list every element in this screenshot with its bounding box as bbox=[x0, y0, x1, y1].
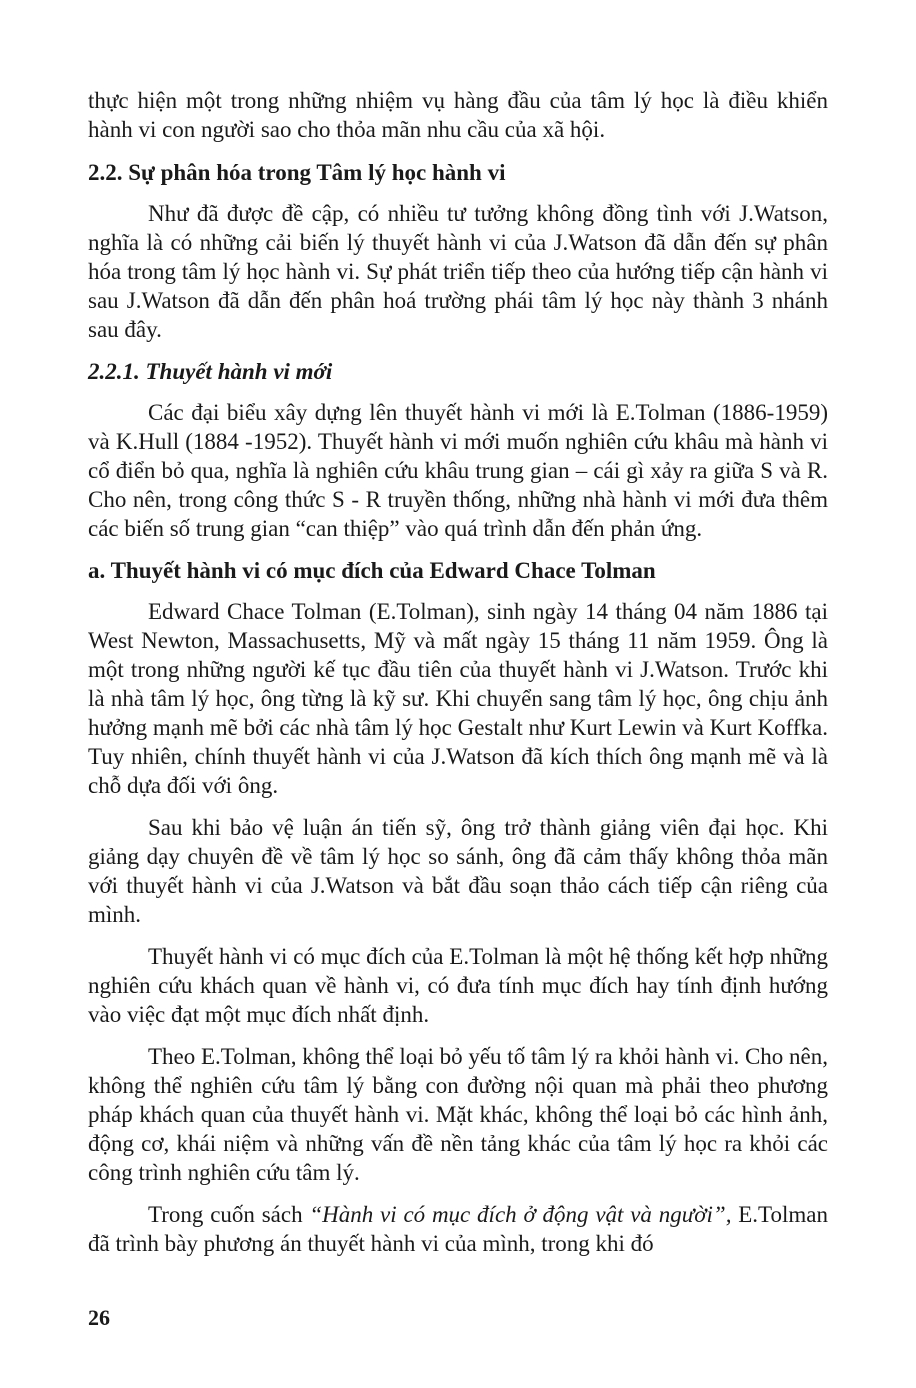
page-body bbox=[88, 86, 828, 1258]
paragraph-a-4: Theo E.Tolman, không thể loại bỏ yếu tố tâm lý ra khỏi hành vi. Cho nên, không thể nghiên cứu tâm lý bằng con đường nội quan mà phải theo phương pháp khách quan của thuyết hành vi. Mặt khác, không thể loại bỏ các hình ảnh, động cơ, khái niệm và những vấn đề nền tảng khác của tâm lý học ra khỏi các công trình nghiên cứu tâm lý. bbox=[88, 1044, 828, 1185]
intro-paragraph: thực hiện một trong những nhiệm vụ hàng đầu của tâm lý học là điều khiển hành vi con người sao cho thỏa mãn nhu cầu của xã hội. bbox=[88, 88, 828, 142]
section-heading-2-2-1: 2.2.1. Thuyết hành vi mới bbox=[88, 359, 333, 384]
paragraph-a-2: Sau khi bảo vệ luận án tiến sỹ, ông trở thành giảng viên đại học. Khi giảng dạy chuyên đề về tâm lý học so sánh, ông đã cảm thấy không thỏa mãn với thuyết hành vi của J.Watson và bắt đầu soạn thảo cách tiếp cận riêng của mình. bbox=[88, 815, 828, 927]
paragraph-2-2: Như đã được đề cập, có nhiều tư tưởng không đồng tình với J.Watson, nghĩa là có những cải biến lý thuyết hành vi của J.Watson đã dẫn đến sự phân hóa trong tâm lý học hành vi. Sự phát triển tiếp theo của hướng tiếp cận hành vi sau J.Watson đã dẫn đến phân hoá trường phái tâm lý học này thành 3 nhánh sau đây. bbox=[88, 201, 828, 342]
section-heading-2-2: 2.2. Sự phân hóa trong Tâm lý học hành vi bbox=[88, 160, 506, 185]
paragraph-a-5-lead: Trong cuốn sách bbox=[148, 1202, 310, 1227]
section-heading-a: a. Thuyết hành vi có mục đích của Edward Chace Tolman bbox=[88, 558, 656, 583]
paragraph-a-5 bbox=[88, 1200, 828, 1258]
page-number: 26 bbox=[88, 1305, 110, 1330]
paragraph-2-2-1: Các đại biểu xây dựng lên thuyết hành vi mới là E.Tolman (1886-1959) và K.Hull (1884 -1952). Thuyết hành vi mới muốn nghiên cứu khâu mà hành vi cổ điển bỏ qua, nghĩa là nghiên cứu khâu trung gian – cái gì xảy ra giữa S và R. Cho nên, trong công thức S - R truyền thống, những nhà hành vi mới đưa thêm các biến số trung gian “can thiệp” vào quá trình dẫn đến phản ứng. bbox=[88, 400, 828, 541]
book-title: “Hành vi có mục đích ở động vật và người”, bbox=[309, 1202, 732, 1227]
paragraph-a-1: Edward Chace Tolman (E.Tolman), sinh ngày 14 tháng 04 năm 1886 tại West Newton, Massachusetts, Mỹ và mất ngày 15 tháng 11 năm 1959. Ông là một trong những người kế tục đầu tiên của thuyết hành vi J.Watson. Trước khi là nhà tâm lý học, ông từng là kỹ sư. Khi chuyển sang tâm lý học, ông chịu ảnh hưởng mạnh mẽ bởi các nhà tâm lý học Gestalt như Kurt Lewin và Kurt Koffka. Tuy nhiên, chính thuyết hành vi của J.Watson đã kích thích ông mạnh mẽ và là chỗ dựa đối với ông. bbox=[88, 599, 828, 798]
paragraph-a-3: Thuyết hành vi có mục đích của E.Tolman là một hệ thống kết hợp những nghiên cứu khách quan về hành vi, có đưa tính mục đích hay tính định hướng vào việc đạt một mục đích nhất định. bbox=[88, 944, 828, 1027]
paragraph-a-5-rest: E.Tolman đã trình bày phương án thuyết hành vi của mình, trong khi đó bbox=[88, 1202, 828, 1256]
